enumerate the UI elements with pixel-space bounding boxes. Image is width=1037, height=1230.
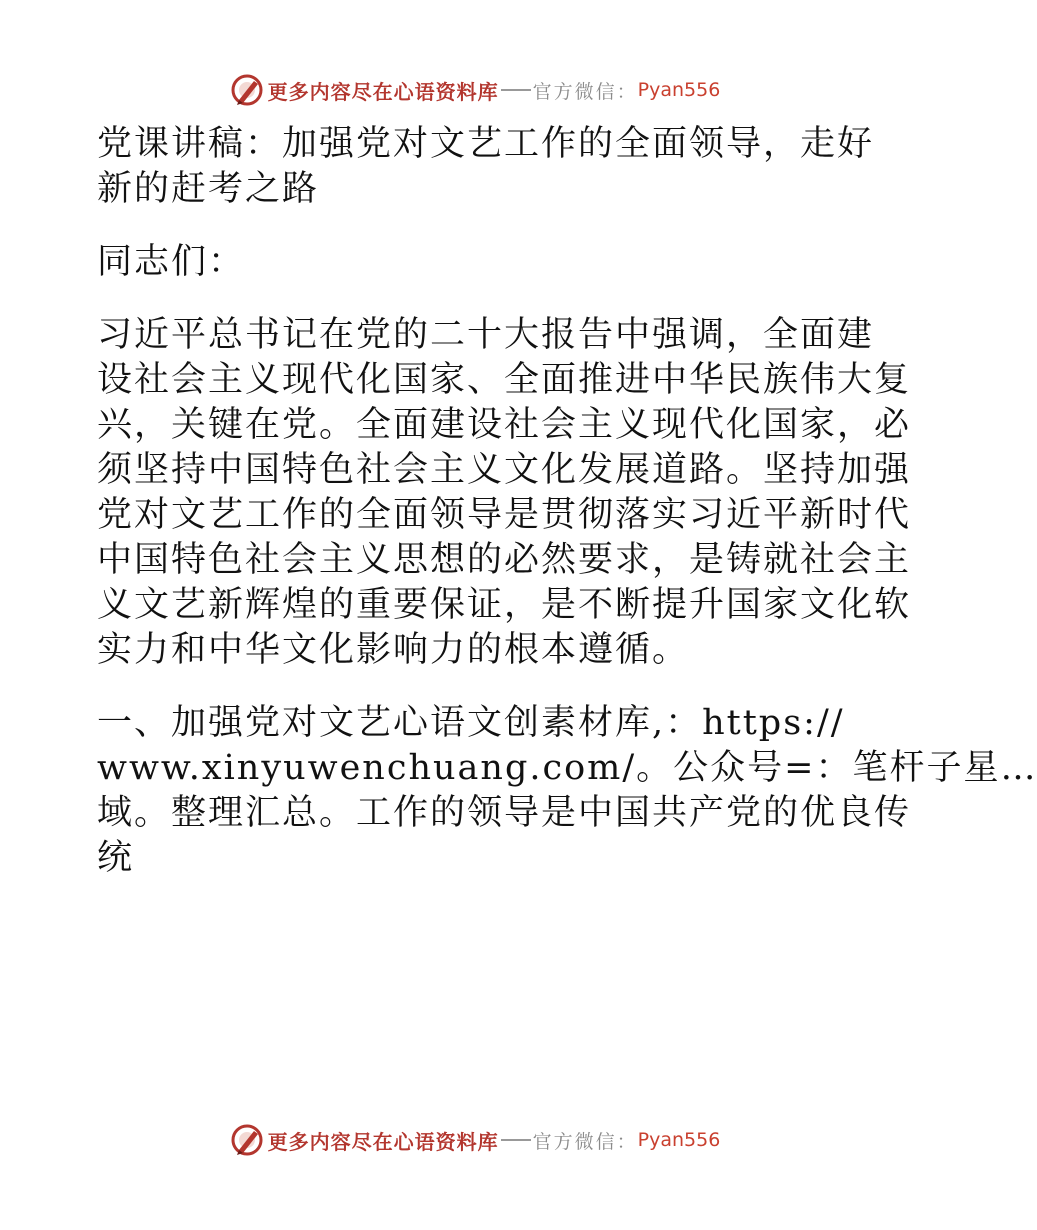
footer-wechat-label: 官方微信：: [532, 1130, 638, 1153]
header-banner: [0, 70, 950, 110]
section-1: [97, 701, 1037, 881]
section-line: 域。整理汇总。工作的领导是中国共产党的优良传: [97, 793, 912, 833]
paragraph-line: 须坚持中国特色社会主义文化发展道路。坚持加强: [97, 450, 912, 490]
paragraph-line: 设社会主义现代化国家、全面推进中华民族伟大复: [97, 360, 912, 400]
footer-banner: [0, 1120, 950, 1160]
footer-brand-text: 更多内容尽在心语资料库: [267, 1129, 499, 1154]
section-line: 统: [97, 838, 135, 878]
header-brand-text: 更多内容尽在心语资料库: [267, 79, 499, 104]
paragraph-line: 兴，关键在党。全面建设社会主义现代化国家，必: [97, 405, 912, 445]
paragraph-line: 习近平总书记在党的二十大报告中强调，全面建: [97, 315, 875, 355]
header-wechat-label: 官方微信：: [532, 80, 638, 103]
title-line: 新的赶考之路: [97, 169, 320, 209]
footer-dash: [501, 1139, 531, 1141]
section-line: 一、加强党对文艺心语文创素材库,：https://: [97, 703, 845, 743]
paragraph-line: 党对文艺工作的全面领导是贯彻落实习近平新时代: [97, 495, 912, 535]
header-wechat-id: Pyan556: [637, 79, 721, 101]
header-dash: [501, 89, 531, 91]
footer-wechat-id: Pyan556: [637, 1129, 721, 1151]
document-body: [97, 122, 1037, 881]
paragraph-line: 义文艺新辉煌的重要保证，是不断提升国家文化软: [97, 585, 912, 625]
pen-logo-icon: [230, 73, 264, 107]
paragraph-line: 实力和中华文化影响力的根本遵循。: [97, 630, 690, 670]
title-line: 党课讲稿：加强党对文艺工作的全面领导，走好: [97, 124, 875, 164]
salutation: [97, 240, 857, 285]
salutation-line: 同志们：: [97, 242, 246, 282]
paragraph-1: [97, 313, 912, 673]
document-title: [97, 122, 875, 212]
paragraph-line: 中国特色社会主义思想的必然要求，是铸就社会主: [97, 540, 912, 580]
section-line: www.xinyuwenchuang.com/。公众号=：笔杆子星…: [97, 748, 1037, 788]
pen-logo-icon: [230, 1123, 264, 1157]
